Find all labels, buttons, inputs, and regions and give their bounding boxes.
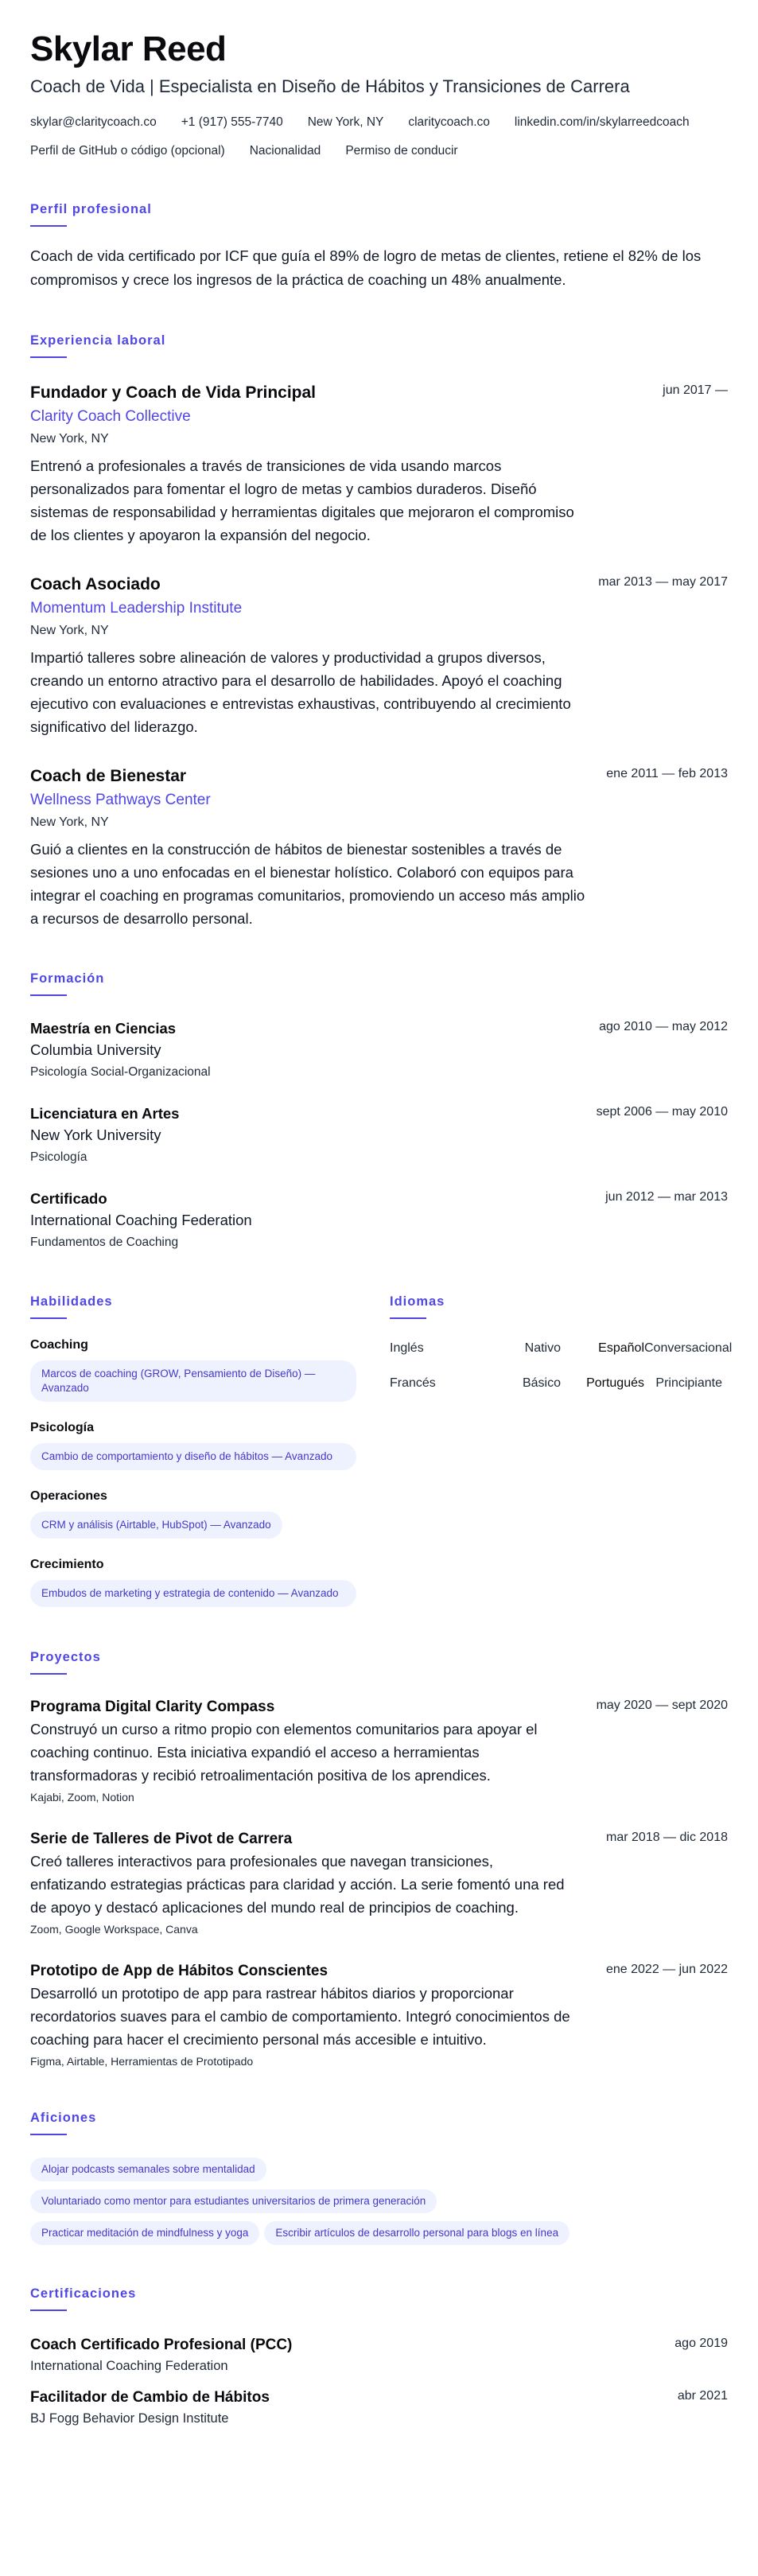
skill-pill: Embudos de marketing y estrategia de contenido — Avanzado: [30, 1580, 356, 1607]
section-title-certifications: Certificaciones: [30, 2286, 137, 2301]
language-row: [390, 1375, 728, 1392]
skill-pill: Marcos de coaching (GROW, Pensamiento de Diseño) — Avanzado: [30, 1360, 356, 1402]
job-entry: [30, 382, 728, 547]
contact-location: New York, NY: [307, 115, 384, 129]
job-title: Fundador y Coach de Vida Principal: [30, 383, 317, 402]
degree: Maestría en Ciencias: [30, 1020, 177, 1037]
profile-section: [30, 200, 728, 292]
job-location: New York, NY: [30, 624, 109, 637]
experience-section: [30, 332, 728, 930]
section-title-projects: Proyectos: [30, 1650, 101, 1664]
section-divider: [30, 2134, 67, 2135]
skill-pill: CRM y análisis (Airtable, HubSpot) — Avanzado: [30, 1512, 282, 1539]
language-name: Portugués: [586, 1376, 644, 1390]
project-entry: [30, 1961, 728, 2069]
school: Columbia University: [30, 1041, 161, 1058]
hobby-pill: Alojar podcasts semanales sobre mentalidad: [30, 2158, 266, 2181]
certifications-section: [30, 2285, 728, 2427]
job-company: Momentum Leadership Institute: [30, 600, 243, 617]
job-dates: ene 2011 — feb 2013: [606, 767, 728, 780]
certification-date: abr 2021: [677, 2389, 728, 2403]
job-dates: jun 2017 —: [663, 383, 728, 397]
degree: Certificado: [30, 1190, 107, 1207]
skill-category: Crecimiento: [30, 1558, 104, 1571]
project-description: Creó talleres interactivos para profesionales que navegan transiciones, enfatizando estrategias prácticas para claridad y acción. La serie fomentó una red de apoyo y destacó aplicaciones del mundo real de principios de coaching.: [30, 1853, 565, 1916]
contact-github: Perfil de GitHub o código (opcional): [30, 144, 225, 158]
section-divider: [30, 356, 67, 358]
education-dates: ago 2010 — may 2012: [599, 1020, 728, 1033]
hobbies-section: [30, 2109, 728, 2245]
section-divider: [30, 1317, 67, 1319]
certification-entry: [30, 2335, 728, 2375]
section-title-languages: Idiomas: [390, 1294, 445, 1309]
section-divider: [390, 1317, 426, 1319]
contact-nationality: Nacionalidad: [249, 144, 321, 158]
project-title: Prototipo de App de Hábitos Conscientes: [30, 1963, 328, 1979]
candidate-name: Skylar Reed: [30, 29, 227, 68]
job-entry: [30, 765, 728, 930]
language-level: Básico: [522, 1376, 561, 1390]
language-level: Nativo: [524, 1341, 561, 1355]
job-description: Entrenó a profesionales a través de transiciones de vida usando marcos personalizados para fomentar el logro de metas y cambios duraderos. Diseñó sistemas de responsabilidad y herramientas digitales que mejoraron el compromiso de los clientes y apoyaron la expansión del negocio.: [30, 457, 574, 543]
education-entry: [30, 1103, 728, 1166]
contact-website[interactable]: claritycoach.co: [408, 115, 490, 129]
education-section: [30, 970, 728, 1251]
language-name: Inglés: [390, 1341, 424, 1355]
job-description: Guió a clientes en la construcción de hábitos de bienestar sostenibles a través de sesiones uno a uno enfocadas en el bienestar holístico. Colaboró con equipos para integrar el coaching en programas comunitarios, promoviendo un acceso más amplio a recursos de desarrollo personal.: [30, 841, 585, 927]
language-level: Principiante: [655, 1376, 722, 1390]
hobby-list: [30, 2150, 728, 2245]
project-dates: may 2020 — sept 2020: [596, 1699, 728, 1712]
project-tools: Figma, Airtable, Herramientas de Prototipado: [30, 2055, 254, 2068]
job-title: Coach de Bienestar: [30, 767, 187, 785]
section-title-skills: Habilidades: [30, 1294, 113, 1309]
headline: Coach de Vida | Especialista en Diseño de Hábitos y Transiciones de Carrera: [30, 76, 630, 96]
section-title-education: Formación: [30, 971, 105, 986]
job-company: Wellness Pathways Center: [30, 792, 211, 808]
certification-title: Coach Certificado Profesional (PCC): [30, 2337, 293, 2353]
skill-pill: Cambio de comportamiento y diseño de hábitos — Avanzado: [30, 1443, 356, 1470]
contact-email[interactable]: skylar@claritycoach.co: [30, 115, 157, 129]
contact-driving-license: Permiso de conducir: [345, 144, 458, 158]
certification-date: ago 2019: [674, 2337, 728, 2350]
education-dates: jun 2012 — mar 2013: [605, 1190, 728, 1204]
school: New York University: [30, 1127, 161, 1143]
section-divider: [30, 225, 67, 227]
project-title: Serie de Talleres de Pivot de Carrera: [30, 1831, 293, 1847]
section-divider: [30, 1673, 67, 1675]
job-location: New York, NY: [30, 815, 109, 829]
hobby-pill: Voluntariado como mentor para estudiantes universitarios de primera generación: [30, 2189, 437, 2213]
contact-phone[interactable]: +1 (917) 555-7740: [181, 115, 283, 129]
language-name: Francés: [390, 1376, 436, 1390]
project-dates: ene 2022 — jun 2022: [605, 1963, 728, 1976]
field-of-study: Fundamentos de Coaching: [30, 1235, 179, 1249]
job-dates: mar 2013 — may 2017: [598, 575, 728, 589]
section-title-hobbies: Aficiones: [30, 2111, 97, 2125]
skills-languages-row: [30, 1293, 733, 1607]
section-title-experience: Experiencia laboral: [30, 333, 166, 348]
project-tools: Kajabi, Zoom, Notion: [30, 1791, 134, 1804]
language-row: [390, 1340, 733, 1357]
certification-entry: [30, 2387, 728, 2427]
project-entry: [30, 1829, 728, 1937]
certification-issuer: BJ Fogg Behavior Design Institute: [30, 2411, 229, 2426]
section-title-profile: Perfil profesional: [30, 202, 152, 216]
job-title: Coach Asociado: [30, 575, 161, 593]
contact-info: [30, 115, 728, 159]
education-entry: [30, 1018, 728, 1081]
job-entry: [30, 574, 728, 738]
school: International Coaching Federation: [30, 1212, 252, 1228]
field-of-study: Psicología: [30, 1150, 87, 1164]
projects-section: [30, 1648, 728, 2069]
certification-issuer: International Coaching Federation: [30, 2359, 228, 2373]
certification-title: Facilitador de Cambio de Hábitos: [30, 2389, 270, 2406]
section-divider: [30, 994, 67, 996]
education-entry: [30, 1189, 728, 1251]
job-company: Clarity Coach Collective: [30, 408, 191, 425]
language-name: Español: [598, 1341, 644, 1355]
profile-summary: Coach de vida certificado por ICF que guía el 89% de logro de metas de clientes, retiene el 82% de los compromisos y crece los ingresos de la práctica de coaching un 48% anualmente.: [30, 247, 702, 288]
degree: Licenciatura en Artes: [30, 1105, 180, 1122]
hobby-pill: Practicar meditación de mindfulness y yoga: [30, 2221, 259, 2245]
skill-category: Coaching: [30, 1338, 88, 1352]
hobby-pill: Escribir artículos de desarrollo personal para blogs en línea: [264, 2221, 569, 2245]
project-entry: [30, 1697, 728, 1805]
contact-linkedin[interactable]: linkedin.com/in/skylarreedcoach: [514, 115, 690, 129]
section-divider: [30, 2309, 67, 2311]
project-dates: mar 2018 — dic 2018: [606, 1831, 728, 1844]
skill-category: Operaciones: [30, 1489, 107, 1503]
language-level: Conversacional: [644, 1341, 733, 1355]
education-dates: sept 2006 — may 2010: [596, 1105, 728, 1119]
project-description: Desarrolló un prototipo de app para rastrear hábitos diarios y proporcionar recordatorios suaves para el cambio de comportamiento. Integró conocimientos de coaching para hacer el crecimiento personal más accesible e intuitivo.: [30, 1985, 570, 2048]
resume-header: [30, 29, 728, 159]
skills-section: [30, 1293, 390, 1607]
project-title: Programa Digital Clarity Compass: [30, 1699, 275, 1715]
field-of-study: Psicología Social-Organizacional: [30, 1065, 211, 1079]
skill-category: Psicología: [30, 1421, 95, 1434]
job-location: New York, NY: [30, 432, 109, 446]
project-tools: Zoom, Google Workspace, Canva: [30, 1923, 198, 1936]
project-description: Construyó un curso a ritmo propio con elementos comunitarios para apoyar el coaching continuo. Esta iniciativa expandió el acceso a herramientas transformadoras y recibió retroalimentación positiva de los aprendices.: [30, 1721, 538, 1784]
job-description: Impartió talleres sobre alineación de valores y productividad a grupos diversos, creando un entorno atractivo para el desarrollo de habilidades. Apoyó el coaching ejecutivo con evaluaciones e entrevistas exhaustivas, contribuyendo al crecimiento significativo del liderazgo.: [30, 649, 571, 735]
languages-section: [390, 1293, 733, 1607]
